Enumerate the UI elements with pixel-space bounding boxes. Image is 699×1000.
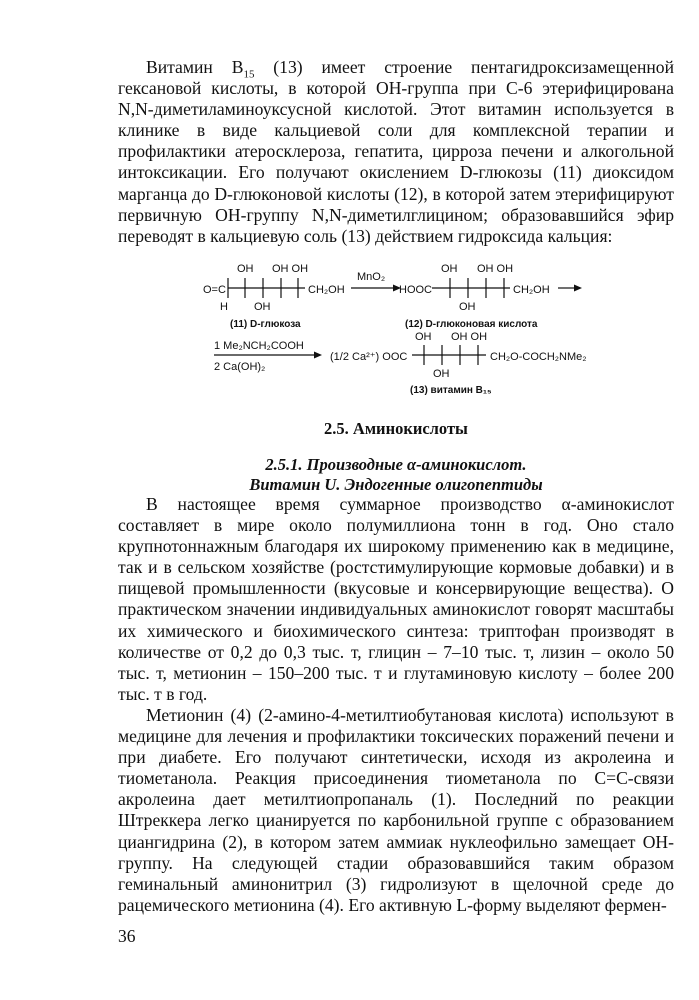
subsection-heading-line2: Витамин U. Эндогенные олигопептиды	[249, 475, 543, 494]
arrow-head	[314, 352, 322, 359]
b15-oh-bottom: OH	[433, 368, 450, 380]
paragraph-amino-acids: В настоящее время суммарное производство α-аминокислот составляет в мире около полумиллиона тонн в год. Оно стало крупнотоннажным благодаря их широкому применению как в медицине, так и в сельском хозяйстве (ростстимулирующие кормовые добавки) и в пищевой промышленности (вкусовые и консервирующие вещества). О практическом значении индивидуальных аминокислот говорят масштабы их химического и биохимического синтеза: триптофан производят в количестве от 0,2 до 0,3 тыс. т, глицин – 7–10 тыс. т, лизин – около 50 тыс. т, метионин – 150–200 тыс. т и глутаминовую кислоту – более 200 тыс. т в год.	[118, 494, 674, 704]
paragraph-part: Витамин B	[146, 57, 244, 77]
b15-oh-top: OH	[415, 331, 432, 343]
gluconic-left: HOOC	[399, 284, 432, 296]
paragraph-part: (13) имеет строение пентагидроксизамещенной гексановой кислоты, в которой ОН-группа при С-6 этерифицирована N,N-диметиламиноуксусной кислотой. Этот витамин используется в клинике в виде кальциевой соли для комплексной терапии и профилактики атеросклероза, гепатита, цирроза печени и алкогольной интоксикации. Его получают окислением D-глюкозы (11) диоксидом марганца до D-глюконовой кислоты (12), в которой затем этерифицируют первичную ОН-группу N,N-диметилглицином; образовавшийся эфир переводят в кальциевую соль (13) действием гидроксида кальция:	[118, 57, 674, 246]
glucose-ohoh: OH OH	[272, 263, 309, 275]
paragraph-vitamin-b15	[118, 57, 674, 247]
arrow-head	[574, 285, 582, 292]
gluconic-oh-bottom: OH	[459, 301, 476, 313]
gluconic-label: (12) D-глюконовая кислота	[405, 319, 538, 330]
reaction-scheme	[0, 255, 699, 405]
subsection-heading-line1: 2.5.1. Производные α-аминокислот.	[265, 455, 527, 474]
section-heading: 2.5. Аминокислоты	[324, 419, 468, 438]
glucose-oh-top: OH	[237, 263, 254, 275]
b15-label: (13) витамин B₁₅	[410, 385, 492, 396]
glucose-end: CH₂OH	[308, 284, 345, 296]
glucose-oh-bottom: OH	[254, 301, 271, 313]
reagent-mno2: MnO₂	[357, 271, 386, 283]
paragraph-methionine: Метионин (4) (2-амино-4-метилтиобутановая кислота) используют в медицине для лечения и профилактики токсических поражений печени и при диабете. Его получают синтетически, исходя из акролеина и тиометанола. Реакция присоединения тиометанола по С=С-связи акролеина дает метилтиопропаналь (1). Последний по реакции Штреккера легко цианируется по карбонильной группе с образованием циангидрина (2), в котором затем аммиак нуклеофильно замещает ОН-группу. На следующей стадии образовавшийся таким образом геминальный аминонитрил (3) гидролизуют в щелочной среде до рацемического метионина (4). Его активную L-форму выделяют фермен-	[118, 705, 674, 915]
glucose-label: (11) D-глюкоза	[230, 319, 301, 330]
gluconic-ohoh: OH OH	[477, 263, 514, 275]
subscript: 15	[243, 68, 255, 81]
glucose-h: H	[220, 301, 228, 313]
b15-left: (1/2 Ca²⁺) OOC	[330, 351, 408, 363]
glucose-left: O=C	[203, 284, 226, 296]
b15-end: CH₂O-COCH₂NMe₂	[490, 351, 587, 363]
gluconic-end: CH₂OH	[513, 284, 550, 296]
reagent-dimethylglycine: 1 Me₂NCH₂COOH	[214, 340, 304, 352]
subsection-heading	[118, 455, 674, 495]
page-number: 36	[118, 926, 136, 946]
b15-ohoh: OH OH	[451, 331, 488, 343]
gluconic-oh-top: OH	[441, 263, 458, 275]
reagent-calcium-hydroxide: 2 Ca(OH)₂	[214, 361, 266, 373]
